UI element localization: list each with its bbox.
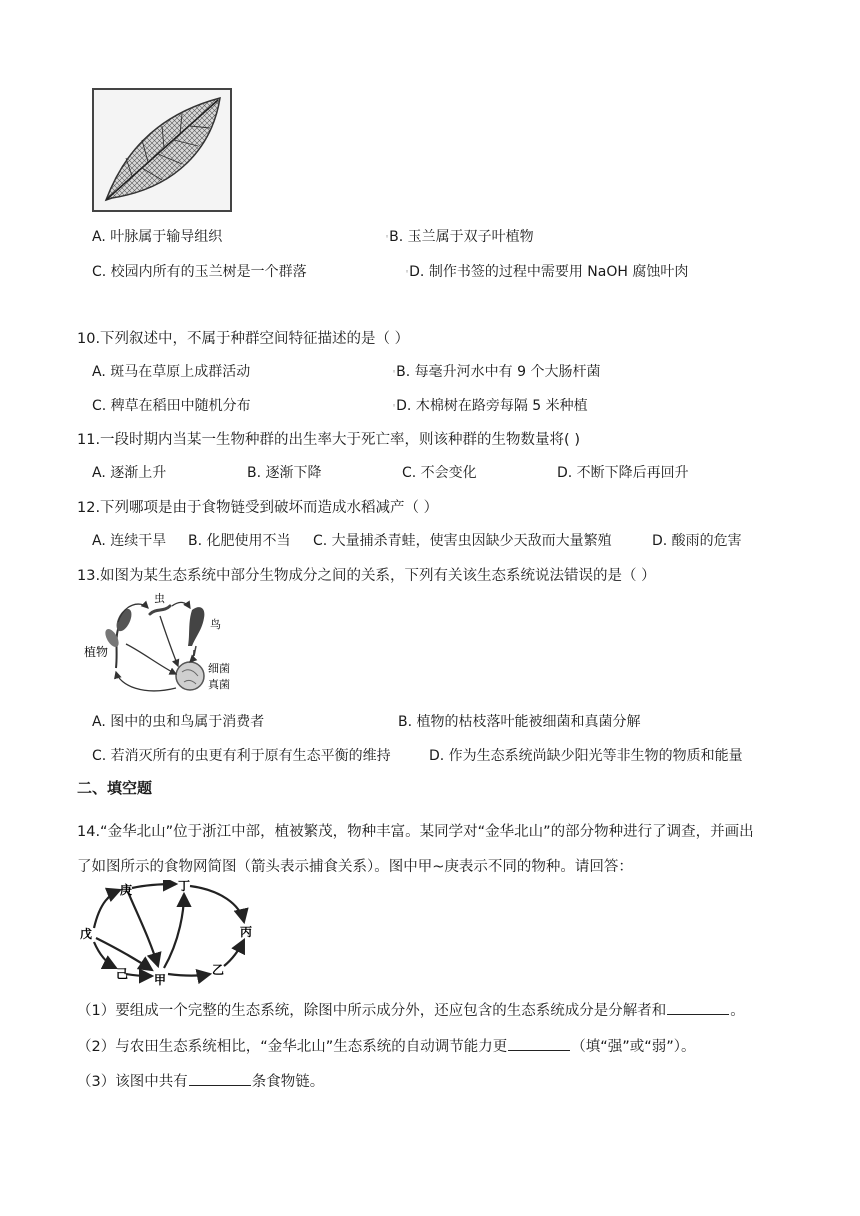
diagram-label-bird: 鸟 bbox=[210, 618, 221, 631]
q9-option-d-text: D. 制作书签的过程中需要用 NaOH 腐蚀叶肉 bbox=[409, 264, 689, 280]
bullet-dot-icon: ◦ bbox=[392, 368, 397, 376]
q13-option-c: C. 若消灭所有的虫更有利于原有生态平衡的维持 bbox=[92, 748, 391, 764]
q9-option-b bbox=[385, 226, 534, 246]
q12-option-c: C. 大量捕杀青蛙，使害虫因缺少天敌而大量繁殖 bbox=[313, 533, 612, 549]
food-web-node-wu: 戊 bbox=[80, 927, 93, 941]
q14-sub-3-end: 条食物链。 bbox=[251, 1074, 325, 1090]
q11-option-a: A. 逐渐上升 bbox=[92, 465, 167, 481]
q10-option-d bbox=[392, 395, 588, 415]
leaf-image bbox=[92, 88, 232, 212]
answer-blank[interactable] bbox=[189, 1071, 251, 1086]
q9-option-d bbox=[405, 261, 688, 281]
q13-stem: 13.如图为某生态系统中部分生物成分之间的关系，下列有关该生态系统说法错误的是（ ） bbox=[77, 568, 656, 584]
q12-option-a: A. 连续干旱 bbox=[92, 533, 167, 549]
q13-option-b: B. 植物的枯枝落叶能被细菌和真菌分解 bbox=[398, 714, 641, 730]
food-web-diagram bbox=[80, 880, 270, 988]
q11-stem: 11.一段时期内当某一生物种群的出生率大于死亡率，则该种群的生物数量将( ) bbox=[77, 432, 580, 448]
q13-option-d: D. 作为生态系统尚缺少阳光等非生物的物质和能量 bbox=[429, 748, 743, 764]
insect-icon bbox=[150, 606, 170, 614]
q10-option-a: A. 斑马在草原上成群活动 bbox=[92, 364, 251, 380]
answer-blank[interactable] bbox=[508, 1036, 570, 1051]
q9-option-c: C. 校园内所有的玉兰树是一个群落 bbox=[92, 264, 307, 280]
bullet-dot-icon: ◦ bbox=[392, 402, 397, 410]
food-web-node-geng: 庚 bbox=[120, 883, 133, 897]
food-web-node-ding: 丁 bbox=[178, 880, 191, 893]
q11-option-c: C. 不会变化 bbox=[402, 465, 477, 481]
bacteria-fungi-icon bbox=[176, 662, 204, 690]
q14-line-2: 了如图所示的食物网简图（箭头表示捕食关系）。图中甲~庚表示不同的物种。请回答： bbox=[77, 859, 633, 875]
q13-option-a: A. 图中的虫和鸟属于消费者 bbox=[92, 714, 265, 730]
q14-line-1: 14.“金华北山”位于浙江中部，植被繁茂，物种丰富。某同学对“金华北山”的部分物种进行了调查，并画出 bbox=[77, 824, 754, 840]
q11-option-b: B. 逐渐下降 bbox=[247, 465, 322, 481]
q12-option-b: B. 化肥使用不当 bbox=[188, 533, 291, 549]
q9-option-a: A. 叶脉属于输导组织 bbox=[92, 229, 223, 245]
food-web-node-jia: 甲 bbox=[154, 973, 167, 987]
food-web-node-yi: 乙 bbox=[212, 963, 225, 977]
q10-option-b-text: B. 每毫升河水中有 9 个大肠杆菌 bbox=[396, 364, 601, 380]
q10-option-c: C. 稗草在稻田中随机分布 bbox=[92, 398, 251, 414]
q14-sub-1 bbox=[77, 999, 745, 1020]
q14-sub-3 bbox=[77, 1070, 324, 1091]
q10-stem: 10.下列叙述中，不属于种群空间特征描述的是（ ） bbox=[77, 331, 410, 347]
diagram-label-plant: 植物 bbox=[84, 645, 109, 659]
section-title: 二、填空题 bbox=[77, 779, 153, 797]
ecosystem-diagram bbox=[84, 590, 254, 700]
food-web-node-bing: 丙 bbox=[240, 925, 253, 939]
diagram-label-bacteria: 细菌 bbox=[208, 662, 230, 675]
food-web-node-ji: 己 bbox=[116, 967, 129, 981]
diagram-label-fungi: 真菌 bbox=[208, 678, 230, 691]
q14-sub-2-text: （2）与农田生态系统相比，“金华北山”生态系统的自动调节能力更 bbox=[77, 1039, 508, 1055]
q14-sub-1-end: 。 bbox=[730, 1003, 745, 1019]
bullet-dot-icon: ◦ bbox=[385, 233, 390, 241]
q11-option-d: D. 不断下降后再回升 bbox=[557, 465, 689, 481]
q14-sub-2-end: （填“强”或“弱”）。 bbox=[571, 1039, 696, 1055]
q12-stem: 12.下列哪项是由于食物链受到破坏而造成水稻减产（ ） bbox=[77, 500, 439, 516]
bullet-dot-icon: ◦ bbox=[405, 268, 410, 276]
q10-option-b bbox=[392, 361, 600, 381]
q10-option-d-text: D. 木棉树在路旁每隔 5 米种植 bbox=[396, 398, 588, 414]
q14-sub-1-text: （1）要组成一个完整的生态系统，除图中所示成分外，还应包含的生态系统成分是分解者和 bbox=[77, 1003, 667, 1019]
diagram-label-insect: 虫 bbox=[154, 592, 165, 605]
q14-sub-2 bbox=[77, 1035, 696, 1056]
bird-icon bbox=[188, 607, 204, 656]
q12-option-d: D. 酸雨的危害 bbox=[652, 533, 742, 549]
q14-sub-3-text: （3）该图中共有 bbox=[77, 1074, 188, 1090]
answer-blank[interactable] bbox=[667, 1000, 729, 1015]
q9-option-b-text: B. 玉兰属于双子叶植物 bbox=[389, 229, 534, 245]
